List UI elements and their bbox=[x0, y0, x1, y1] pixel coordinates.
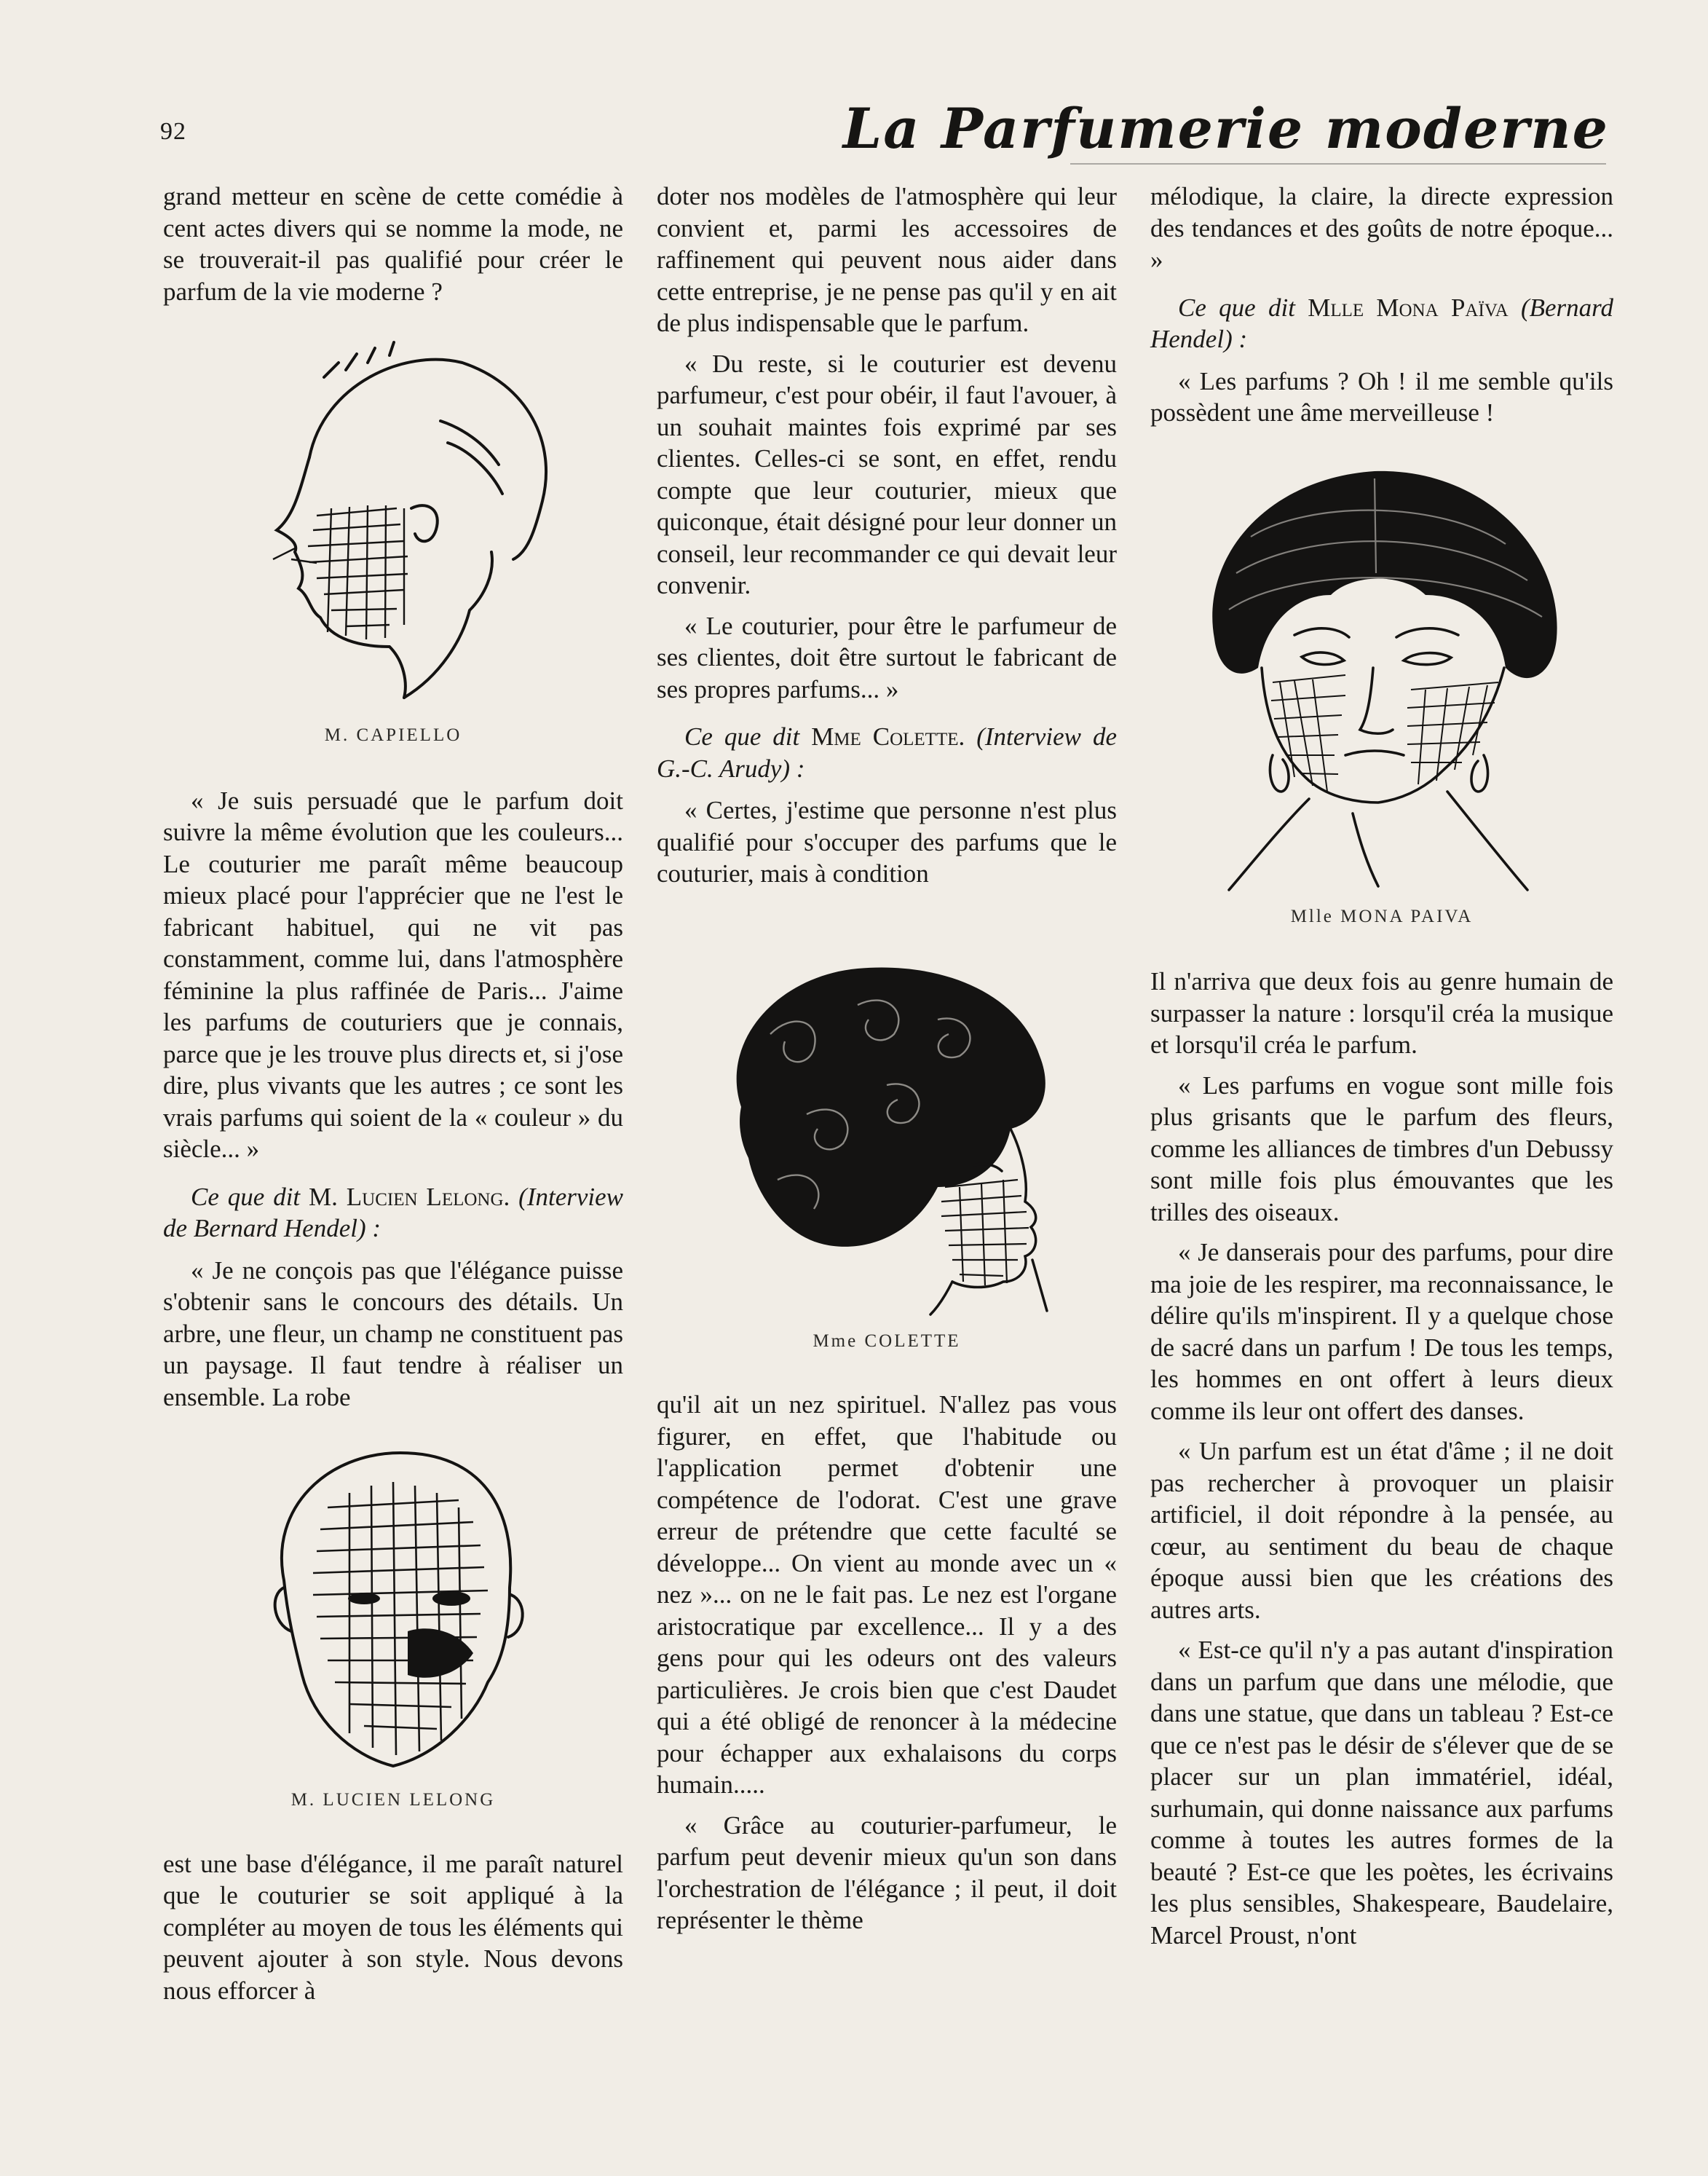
byline-lead: Ce que dit bbox=[1178, 293, 1295, 322]
portrait-paiva bbox=[1150, 449, 1613, 933]
figure-caption: Mlle MONA PAIVA bbox=[1290, 906, 1474, 926]
text-column-3 bbox=[1150, 181, 1613, 1960]
byline-name: M. Lucien Lelong. bbox=[309, 1182, 510, 1211]
paragraph: « Je danserais pour des parfums, pour dire ma joie de les respirer, ma reconnaissance, le délire qu'ils m'inspirent. Il y a quelque chose de sacré dans un parfum ! De tous les temps, les hommes en ont offert à leurs dieux comme ils leur ont offert des danses. bbox=[1150, 1238, 1613, 1425]
portrait-lelong bbox=[163, 1442, 623, 1816]
journal-masthead: La Parfumerie moderne bbox=[842, 96, 1609, 161]
paragraph: qu'il ait un nez spirituel. N'allez pas vous figurer, en effet, que l'habitude ou l'application permet d'obtenir une compétence de l'odorat. C'est une grave erreur de prétendre que cette faculté se développe... On vient au monde avec un « nez »... on ne le fait pas. Le nez est l'organe aristocratique par excellence... Il y a des gens pour qui les odeurs ont des valeurs particulières. Je crois bien que c'est Daudet qui a été obligé de renoncer à la médecine pour échapper aux exhalaisons du corps humain..... bbox=[657, 1390, 1117, 1799]
text-column-1 bbox=[163, 181, 623, 2015]
portrait-capiello bbox=[163, 334, 623, 752]
paragraph: mélodique, la claire, la directe expression des tendances et des goûts de notre époque... » bbox=[1150, 182, 1613, 274]
portrait-colette bbox=[657, 947, 1117, 1357]
capiello-sketch-icon bbox=[222, 334, 564, 712]
paragraph: « Certes, j'estime que personne n'est plus qualifié pour s'occuper des parfums que le couturier, mais à condition bbox=[657, 796, 1117, 888]
paragraph: « Les parfums en vogue sont mille fois plus grisants que le parfum des fleurs, comme les alliances de timbres d'un Debussy sont mille fois plus émouvantes que les trilles des oiseaux. bbox=[1150, 1071, 1613, 1226]
byline-lead: Ce que dit bbox=[684, 722, 800, 751]
byline-interview: (Bernard Hendel) : bbox=[1150, 293, 1613, 353]
paragraph: « Du reste, si le couturier est devenu parfumeur, c'est pour obéir, il faut l'avouer, à un souhait maintes fois exprimé par ses clientes. Celles-ci se sont, en effet, rendu compte que leur couturier, mieux que quiconque, était désigné pour leur donner un conseil, leur recommander ce qui devait leur convenir. bbox=[657, 349, 1117, 599]
paragraph: « Est-ce qu'il n'y a pas autant d'inspiration dans un parfum que dans une mélodie, que dans une statue, que dans un tableau ? Est-ce que ce n'est pas le désir de s'élever que de se placer sur un plan immatériel, idéal, surhumain, qui donne naissance aux parfums comme à toutes les autres formes de la beauté ? Est-ce que les poètes, les écrivains les plus sensibles, Shakespeare, Baudelaire, Marcel Proust, n'ont bbox=[1150, 1636, 1613, 1950]
paragraph: est une base d'élégance, il me paraît naturel que le couturier se soit appliqué à la compléter au moyen de tous les éléments qui peuvent ajouter à son style. Nous devons nous efforcer à bbox=[163, 1849, 623, 2005]
paragraph: « Les parfums ? Oh ! il me semble qu'ils possèdent une âme merveilleuse ! bbox=[1150, 366, 1613, 427]
masthead-rule bbox=[1070, 163, 1606, 165]
byline-lead: Ce que dit bbox=[191, 1182, 301, 1211]
lelong-sketch-icon bbox=[240, 1442, 546, 1777]
byline-interview: (Interview de Bernard Hendel) : bbox=[163, 1182, 623, 1242]
paragraph: « Le couturier, pour être le parfumeur de ses clientes, doit être surtout le fabricant de ses propres parfums... » bbox=[657, 611, 1117, 703]
paragraph: « Je ne conçois pas que l'élégance puisse s'obtenir sans le concours des détails. Un arbre, une fleur, un champ ne constituent pas un paysage. Il faut tendre à réaliser un ensemble. La robe bbox=[163, 1255, 623, 1411]
interview-byline bbox=[163, 1181, 623, 1245]
text-column-2 bbox=[657, 181, 1117, 1945]
paragraph: « Je suis persuadé que le parfum doit suivre la même évolution que les couleurs... Le couturier me paraît même beaucoup mieux placé pour l'apprécier que ne l'est le fabricant habituel, qui ne vit pas constamment, comme lui, dans l'atmosphère féminine la plus raffinée de Paris... J'aime les parfums de couturiers que je connais, parce que je les trouve plus directs et, si j'ose dire, plus vivants que les autres ; ce sont les vrais parfums qui soient de la « couleur » du siècle... » bbox=[163, 786, 623, 1163]
page-number: 92 bbox=[160, 118, 186, 145]
figure-caption: M. CAPIELLO bbox=[324, 725, 462, 745]
byline-interview: (Interview de G.-C. Arudy) : bbox=[657, 722, 1117, 783]
paragraph: grand metteur en scène de cette comédie à cent actes divers qui se nomme la mode, ne se trouverait-il pas qualifié pour créer le parfum de la vie moderne ? bbox=[163, 182, 623, 306]
figure-caption: Mme COLETTE bbox=[813, 1331, 961, 1351]
interview-byline bbox=[657, 721, 1117, 784]
interview-byline bbox=[1150, 292, 1613, 355]
paragraph: Il n'arriva que deux fois au genre humain de surpasser la nature : lorsqu'il créa la musique et lorsqu'il créa le parfum. bbox=[1150, 967, 1613, 1059]
paiva-sketch-icon bbox=[1185, 449, 1578, 894]
paragraph: « Un parfum est un état d'âme ; il ne doit pas rechercher à provoquer un plaisir artificiel, il doit répondre à la pensée, au cœur, au sentiment du beau de chaque époque aussi bien que les créations des autres arts. bbox=[1150, 1437, 1613, 1624]
byline-name: Mme Colette. bbox=[811, 722, 965, 751]
paragraph: doter nos modèles de l'atmosphère qui leur convient et, parmi les accessoires de raffinement qui peuvent nous aider dans cette entreprise, je ne pense pas qu'il y en ait de plus indispensable que le parfum. bbox=[657, 182, 1117, 337]
figure-caption: M. LUCIEN LELONG bbox=[290, 1790, 496, 1810]
byline-name: Mlle Mona Païva bbox=[1308, 293, 1509, 322]
colette-sketch-icon bbox=[697, 947, 1076, 1318]
paragraph: « Grâce au couturier-parfumeur, le parfum peut devenir mieux qu'un son dans l'orchestration de l'élégance ; il peut, il doit représenter le thème bbox=[657, 1810, 1117, 1934]
